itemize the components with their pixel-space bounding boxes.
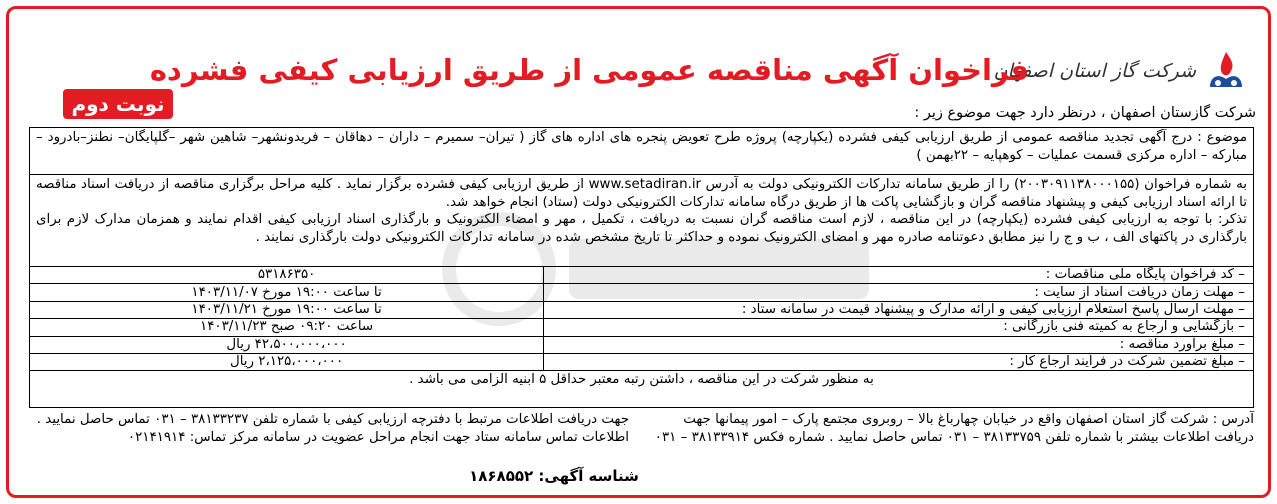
intro-line: شرکت گازستان اصفهان ، درنظر دارد جهت موضوع زیر : — [914, 105, 1256, 121]
advertisement-frame — [6, 6, 1271, 498]
detail-label: – مهلت ارسال پاسخ استعلام ارزیابی کیفی و ارائه مدارک و پیشنهاد قیمت در سامانه ستاد : — [544, 301, 1253, 318]
table-row — [30, 319, 1253, 336]
footer — [29, 411, 1254, 498]
detail-label: – بازگشایی و ارجاع به کمیته فنی بازرگانی : — [544, 319, 1253, 336]
detail-label: – مهلت زمان دریافت اسناد از سایت : — [544, 284, 1253, 301]
table-row — [30, 267, 1253, 284]
table-row — [30, 336, 1253, 353]
detail-label: – مبلغ تضمین شرکت در فرآیند ارجاع کار : — [544, 353, 1253, 370]
detail-label: – کد فراخوان پایگاه ملی مناقصات : — [544, 267, 1253, 284]
company-logo — [992, 45, 1248, 97]
subject-paragraph: موضوع : درج آگهی تجدید مناقصه عمومی از طریق ارزیابی کیفی فشرده (یکپارچه) پروژه طرح تعویض پنجره های اداره های گاز ( تیران– سمیرم – داران – دهاقان – فریدونشهر– شاهین شهر –گلپایگان– نطنز–بادرود – مبارکه – اداره مرکزی قسمت عملیات – کوهپایه – ۲۲بهمن ) — [30, 128, 1253, 175]
detail-value: تا ساعت ۱۹:۰۰ مورخ ۱۴۰۳/۱۱/۲۱ — [30, 301, 544, 318]
detail-value: تا ساعت ۱۹:۰۰ مورخ ۱۴۰۳/۱۱/۰۷ — [30, 284, 544, 301]
detail-value: ۴۲،۵۰۰،۰۰۰،۰۰۰ ریال — [30, 336, 544, 353]
logo-text: شرکت گاز استان اصفهان — [993, 60, 1196, 82]
detail-label: – مبلغ برآورد مناقصه : — [544, 336, 1253, 353]
info-paragraph: به شماره فراخوان (۲۰۰۳۰۹۱۱۳۸۰۰۰۱۵۵) را از طریق سامانه تدارکات الکترونیکی دولت به آدرس www.setadiran.ir از طریق ارزیابی کیفی فشرده برگزار نماید . کلیه مراحل برگزاری مناقصه از دریافت اسناد مناقصه تا ارائه اسناد ارزیابی کیفی و پیشنهاد مناقصه گران و بازگشایی پاکت ها از طریق درگاه سامانه تدارکات الکترونیکی دولت (ستاد) انجام خواهد شد. — [36, 177, 1247, 210]
detail-value: ساعت ۰۹:۲۰ صبح ۱۴۰۳/۱۱/۲۳ — [30, 319, 544, 336]
eligibility-note: به منظور شرکت در این مناقصه ، داشتن رتبه معتبر حداقل ۵ ابنیه الزامی می باشد . — [30, 371, 1253, 388]
gas-flame-icon — [1204, 49, 1248, 93]
address-block: آدرس : شرکت گاز استان اصفهان واقع در خیابان چهارباغ بالا – روبروی مجتمع پارک – امور پیمانها جهت دریافت اطلاعات بیشتر با شماره تلفن ۳۸۱۳۳۷۵۹ – ۰۳۱ تماس حاصل نمایید . شماره فکس ۳۸۱۳۳۹۱۴ – ۰۳۱ — [654, 412, 1254, 445]
detail-value: ۵۳۱۸۶۳۵۰ — [30, 267, 544, 284]
table-row — [30, 371, 1253, 388]
round-badge: نوبت دوم — [63, 89, 173, 119]
info-paragraphs — [30, 175, 1253, 266]
header — [9, 9, 1268, 101]
details-table — [30, 266, 1253, 388]
table-row — [30, 353, 1253, 370]
table-row — [30, 284, 1253, 301]
reminder-paragraph: تذکر: با توجه به ارزیابی کیفی فشرده (یکپارچه) در این مناقصه ، لازم است مناقصه گران نسبت به دریافت ، تکمیل ، مهر و امضاء الکترونیک و بارگذاری اسناد ارزیابی کیفی اقدام نمایند و همزمان مدارک لازم برای بارگذاری در پاکتهای الف ، ب و ج را نیز مطابق دعوتنامه صادره مهر و امضای الکترونیک نموده و حداکثر تا تاریخ مشخص شده در سامانه تدارکات الکترونیکی دولت بارگذاری نمایند . — [36, 212, 1247, 245]
tender-details-box — [29, 127, 1254, 408]
contact-block: جهت دریافت اطلاعات مرتبط با دفترچه ارزیابی کیفی با شماره تلفن ۳۸۱۳۳۲۳۷ – ۰۳۱ تماس حاصل نمایید . اطلاعات تماس سامانه ستاد جهت انجام مراحل عضویت در سامانه مرکز تماس: ۰۲۱۴۱۹۱۴ — [36, 412, 629, 445]
detail-value: ۲،۱۲۵،۰۰۰،۰۰۰ ریال — [30, 353, 544, 370]
ad-title: فراخوان آگهی مناقصه عمومی از طریق ارزیابی کیفی فشرده — [149, 53, 1029, 87]
table-row — [30, 301, 1253, 318]
ad-id: شناسه آگهی: ۱۸۶۸۵۵۲ — [469, 467, 639, 485]
